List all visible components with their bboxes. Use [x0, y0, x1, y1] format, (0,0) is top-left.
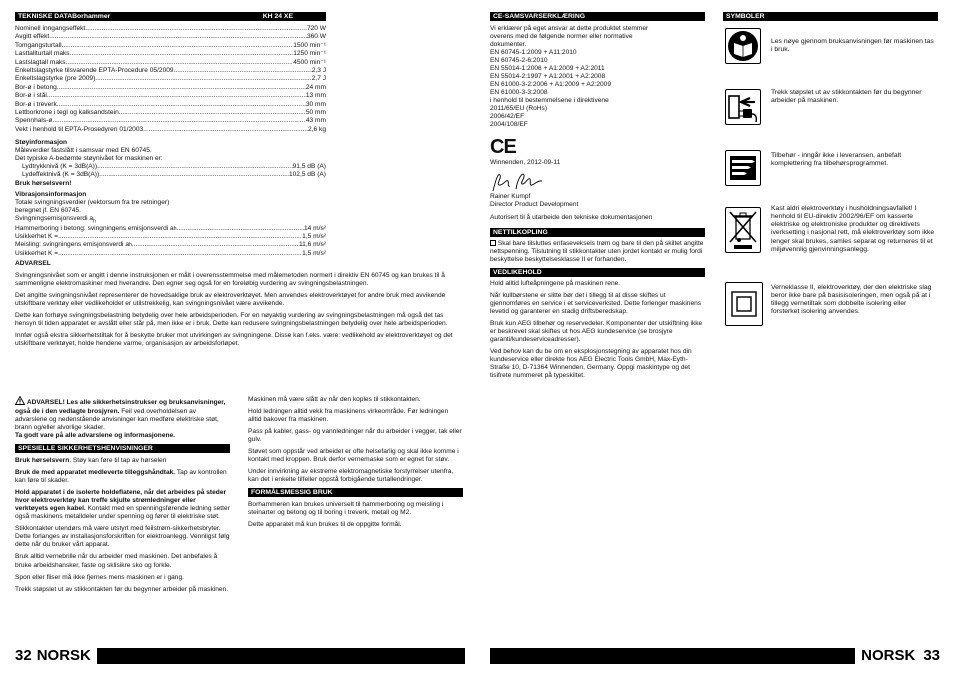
vibration-line: Totale svingningsverdier (vektorsum fra tre retninger)	[15, 199, 170, 207]
safety-paragraph: Under innvirkning av ekstreme elektromagnetiske forstyrrelser utenfra, kan det i enkelte tilfeller oppstå forbigående turtallendringer.	[248, 468, 454, 484]
noise-line: Måleverdier fastslått i samsvar med EN 60745.	[15, 147, 152, 155]
safety-paragraph: Hold ledningen alltid vekk fra maskinens virkeområde. Før ledningen alltid bakover fra maskinen.	[248, 408, 449, 424]
spec-row: Vekt i henhold til EPTA-Prosedyren 01/2003 ..... 2,6 kg	[15, 126, 326, 134]
general-warning	[15, 396, 230, 440]
mains-header: NETTILKOPLING	[490, 228, 705, 237]
vibration-row: Hammerboring i betong: svingningens emisjonsverdi a h ..... 14 m/s²	[15, 225, 326, 233]
model-name: KH 24 XE	[262, 13, 293, 20]
page-number-right: 33	[923, 647, 940, 664]
vibration-line: Svingningsemisjonsverdi $a_h$	[15, 215, 96, 225]
safety-column	[15, 396, 230, 598]
safety-item: Trekk støpslet ut av stikkontakten før du begynner arbeider på maskinen.	[15, 585, 229, 593]
symbols-header: SYMBOLER	[723, 12, 938, 21]
ce-column	[490, 12, 705, 384]
maintenance-header: VEDLIKEHOLD	[490, 268, 705, 277]
symbol-text: Les nøye gjennom bruksanvisningen før maskinen tas i bruk.	[771, 38, 934, 54]
safety-item: Spon eller fliser må ikke fjernes mens maskinen er i gang.	[15, 573, 184, 581]
advarsel-paragraph: Svingningsnivået som er angitt i denne instruksjonen er målt i overensstemmelse med målemetoden normert i direktiv EN 60745 og kan brukes til å sammenligne elektromaskiner med hverandre. Den egner seg også for en foreløbig vurdering av svingningsbelastningen.	[15, 272, 445, 288]
advarsel-block	[15, 260, 459, 352]
tech-data-title: TEKNISKE DATABorhammer	[18, 13, 111, 20]
left-page	[15, 12, 465, 667]
spec-row: Lettborkrone i tegl og kalksandstein ..... 50 mm	[15, 109, 326, 117]
read-manual-icon	[725, 28, 761, 64]
noise-info	[15, 139, 326, 188]
safety-item: Bruk hørselsvern. Støy kan føre til tap av hørselen	[15, 457, 167, 465]
page-label-right: NORSK	[861, 647, 916, 664]
warning-rest: Feil ved overholdelsen av advarslene og nedenstående anvisninger kan medføre elektriske støt, brann og/eller alvorlige skader.	[15, 408, 219, 432]
symbols-column	[723, 12, 938, 352]
spec-row: Bor-ø i betong ..... 24 mm	[15, 84, 326, 92]
left-footer	[15, 648, 465, 664]
maintenance-paragraph: Når kullbørstene er slitte bør det i tillegg til at disse skiftes ut gjennomføres en service i et serviceverksted. Dette forlenger maskinens levetid og garanterer en stadig driftsberedskap.	[490, 291, 702, 315]
warning-keep: Ta godt vare på alle advarslene og informasjonene.	[15, 432, 176, 440]
footer-bar-left	[97, 648, 465, 664]
middle-column	[248, 396, 463, 533]
spec-row: Nominell inngangseffekt ..... 720 W	[15, 25, 326, 33]
page-label-left: NORSK	[36, 647, 91, 664]
page-number-left: 32	[15, 647, 32, 664]
safety-paragraph: Støvet som oppstår ved arbeidet er ofte helsefarlig og skal ikke komme i kontakt med kroppen. Bruk derfor vernemaske som er egnet for støv.	[248, 448, 459, 464]
spec-row: Avgitt effekt ..... 360 W	[15, 33, 326, 41]
spec-row: Tomgangsturtall ..... 1500 min⁻¹	[15, 42, 326, 50]
symbol-text: Tilbehør - inngår ikke i leveransen, anbefalt komplettering fra tilbehørsprogrammet.	[771, 152, 902, 168]
safety-item: Bruk de med apparatet medleverte tilleggshåndtak. Tap av kontrollen kan føre til skader.	[15, 469, 227, 485]
right-footer	[490, 648, 940, 664]
symbol-text: Verneklasse II, elektroverktøy, der den elektriske slag beror ikke bare på basisisoleringen, men også på at i tillegg vernetiltak som dobbelte isolering eller forsterket isolering anvendes.	[771, 284, 932, 316]
spec-row: Enkeltslagstyrke (pre 2009) ..... 2,7 J	[15, 75, 326, 83]
spec-row: Enkeltslagstyrke tilsvarende EPTA-Procedure 05/2009 ..... 2,3 J	[15, 67, 326, 75]
vibration-title: Vibrasjonsinformasjon	[15, 191, 87, 198]
advarsel-paragraph: Dette kan forhøye svingningsbelastning betydelig over hele arbeidsperioden. For en nøyaktig vurdering av svingningsbelastningen må også det tas hensyn til tiden apparatet er avslått eller står på, men ikke er i bruk. Dette kan redusere svingningsbelastningen betydelig over hele arbeidsperioden.	[15, 312, 448, 328]
ce-mark-icon: CE	[490, 136, 516, 159]
spec-row: Bor-ø i stål ..... 13 mm	[15, 92, 326, 100]
authorized-text: Autorisert til å utarbeide den tekniske dokumentasjonen	[490, 213, 653, 221]
vibration-row: Usikkerhet K = ..... 1,5 m/s²	[15, 250, 326, 258]
safety-paragraph: Pass på kabler, gass- og vannledninger når du arbeider i vegger, tak eller gulv.	[248, 428, 462, 444]
vibration-row: Usikkerhet K = ..... 1,5 m/s²	[15, 233, 326, 241]
maintenance-paragraph: Hold alltid lufteåpningene på maskinen rene.	[490, 279, 621, 287]
noise-title: Støyinformasjon	[15, 139, 68, 146]
ce-header: CE-SAMSVARSERKLÆRING	[490, 12, 705, 21]
vibration-line: beregnet jf. EN 60745.	[15, 207, 81, 215]
vibration-row: Meisling: svingningens emisjonsverdi a h ..... 11,6 m/s²	[15, 241, 326, 249]
safety-paragraph: Maskinen må være slått av når den koples til stikkontakten.	[248, 396, 421, 403]
accessories-icon	[725, 150, 761, 186]
usage-paragraph: Dette apparatet må kun brukes til de oppgitte formål.	[248, 521, 402, 529]
ear-protection-note: Bruk hørselsvern!	[15, 179, 72, 187]
signer-name: Rainer Kumpf	[490, 193, 531, 201]
spec-row: Lastslagtall maks. ..... 4500 min⁻¹	[15, 59, 326, 67]
spec-row: Spennhals-ø ..... 43 mm	[15, 117, 326, 125]
noise-row: Lydeffektnivå (K = 3dB(A)) ..... 102,5 dB (A)	[15, 171, 326, 179]
weee-bin-icon	[725, 207, 761, 253]
safety-item: Stikkontakter utendørs må være utstyrt med feilstrøm-sikkerhetsbryter. Dette forlanges av installasjonsforskriften for elektroanlegg. Vennligst følg dette når du bruker vårt apparat.	[15, 525, 230, 549]
ce-declaration: Vi erklærer på eget ansvar at dette produktet stemmer overens med de følgende normer eller normative dokumenter. EN 60745-1:2009 + A11:2010 EN 60745-2-6:2010 EN 55014-1:2006 + A1:2009 + A2:2011 EN 55014-2:1997 + A1:2001 + A2:2008 EN 61000-3-2:2006 + A1:2009 + A2:2009 EN 61000-3-3:2008 i henhold til bestemmelsene i direktivene 2011/65/EU (RoHs) 2006/42/EF 2004/108/EF	[490, 25, 649, 129]
tech-data-header	[15, 12, 326, 21]
maintenance-paragraph: Bruk kun AEG tilbehør og reservedeler. Komponenter der utskiftning ikke er beskrevet skal skiftes ut hos AEG kundeservice (se brosjyre garanti/kundeserviceadresser).	[490, 319, 703, 343]
advarsel-paragraph: Det angitte svingningsnivået representerer de hovedsaklige bruk av elektroverktøyet. Men anvendes elektroverktøyet for andre bruk med avvikende utskiftbare verktøy eller vedlikeholdet er utilstrekkelig, kan svingningsnivået være avvikende.	[15, 292, 446, 308]
warning-triangle-icon	[15, 396, 25, 408]
spec-list	[15, 25, 326, 134]
symbol-text: Trekk støpslet ut av stikkontakten før du begynner arbeider på maskinen.	[771, 89, 922, 105]
maintenance-paragraph: Ved behov kan du be om en eksplosjonstegning av apparatet hos din kundeservice eller direkte hos AEG Electric Tools GmbH, Max-Eyth-Straße 10, D-71364 Winnenden, Germany. Oppgi maskintype og det tisifrete nummeret på typeskiltet.	[490, 347, 692, 379]
signature-icon	[490, 171, 705, 193]
mains-paragraph: Skal bare tilsluttes enfaseveksels trøm og bare til den på skiltet angitte nettspenning. Tilslutning til stikkontakter uten jordet kontakt er mulig fordi beskyttelse beskyttelsesklasse II er forhanden.	[490, 239, 704, 263]
place-date: Winnenden, 2012-09-11	[490, 159, 561, 167]
safety-item: Hold apparatet i de isolerte holdeflatene, når det arbeides på steder hvor elektroverktøy kan treffe skjulte strømledninger eller verktøyets egen kabel. Kontakt med en spenningsførende ledning setter også maskinens metalldeler under spenning og fører til elektriske støt.	[15, 489, 230, 521]
footer-bar-right	[490, 648, 855, 664]
warning-bold: ADVARSEL! Les alle sikkerhetsinstrukser og bruksanvisninger, også de i den vedlagte brosjyren.	[15, 399, 226, 416]
unplug-icon	[725, 89, 761, 125]
class-ii-icon	[725, 282, 763, 326]
spec-row: Lasttallturtall maks. ..... 1250 min⁻¹	[15, 50, 326, 58]
signer-title: Director Product Development	[490, 201, 579, 209]
noise-row: Lydtrykknivå (K = 3dB(A)) ..... 91,5 dB (A)	[15, 163, 326, 171]
noise-line: Det typiske A-bedømte støynivået for maskinen er:	[15, 155, 163, 163]
usage-paragraph: Borhammeren kan brukes universelt til hammerboring og meisling i steinarter og betong og til boring i treverk, metall og M2.	[248, 501, 444, 517]
advarsel-title: ADVARSEL	[15, 260, 51, 267]
safety-item: Bruk alltid vernebrille når du arbeider med maskinen. Det anbefales å bruke arbeidshansker, faste og sklisikre sko og forkle.	[15, 553, 218, 569]
usage-header: FORMÅLSMESSIG BRUK	[248, 488, 463, 497]
right-page	[490, 12, 940, 667]
spec-row: Bor-ø i treverk ..... 30 mm	[15, 101, 326, 109]
vibration-info	[15, 191, 326, 258]
advarsel-paragraph: Innfør også ekstra sikkerhetstiltak for å beskytte bruker mot utvirkingen av svingningene. Disse kan f.eks. være: vedlikehold av elektroverktøyet og det utskiftbare verktøyet, holde hendene varme, organisasjon av arbeidsforløpet.	[15, 332, 453, 348]
safety-header: SPESIELLE SIKKERHETSHENVISNINGER	[15, 444, 230, 453]
symbol-text: Kast aldri elektroverktøy i husholdningsavfallet! I henhold til EU-direktiv 2002/96/EF om kasserte elektriske og elektroniske produkter og direktivets iverksetting i nasjonal rett, må elektroverktøy som ikke lenger skal brukes, samles separat og returneres til et miljøvennlig gjenvinningsanlegg.	[771, 205, 935, 253]
